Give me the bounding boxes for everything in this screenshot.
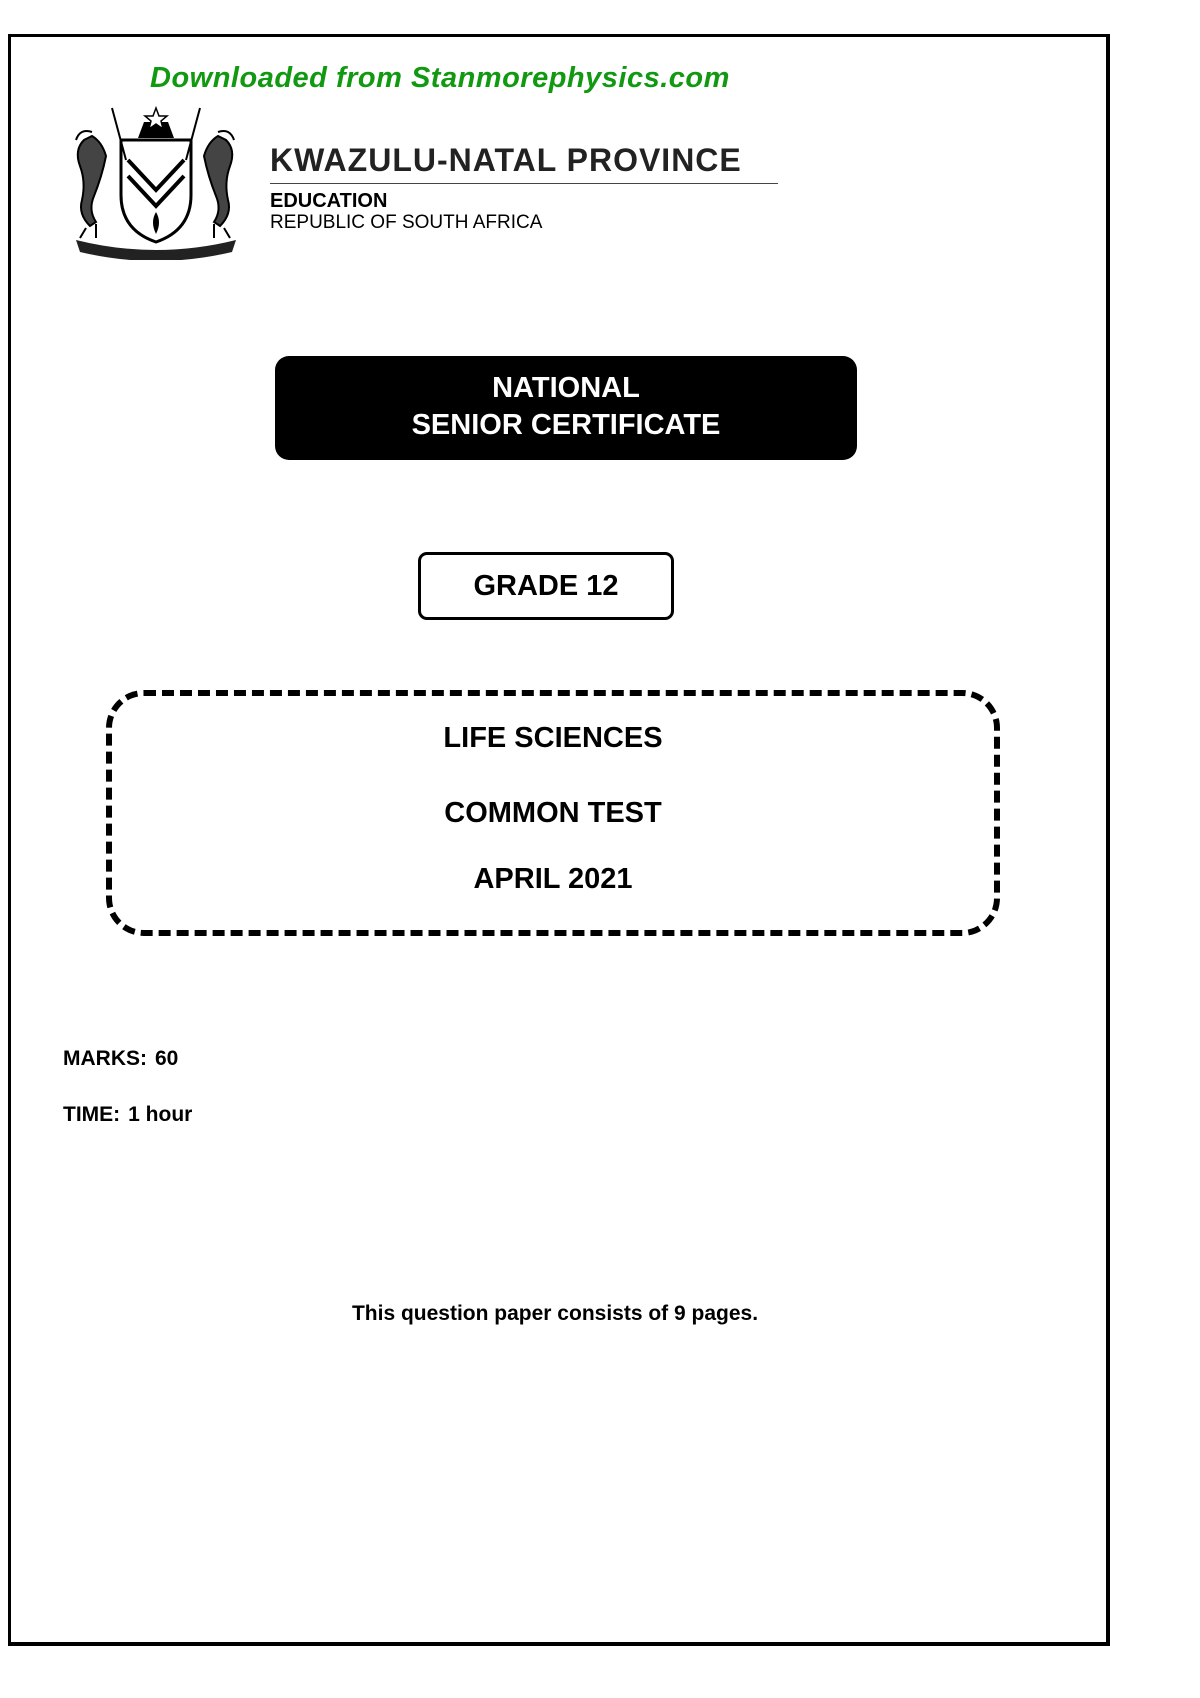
test-date: APRIL 2021 <box>473 863 633 895</box>
test-name: COMMON TEST <box>444 797 662 829</box>
grade-label: GRADE 12 <box>418 552 674 620</box>
marks-row <box>63 1047 178 1071</box>
certificate-banner <box>275 356 857 460</box>
certificate-line-2: SENIOR CERTIFICATE <box>411 409 721 441</box>
subject-name: LIFE SCIENCES <box>443 722 663 754</box>
time-row <box>63 1103 192 1127</box>
coat-of-arms-icon <box>66 100 246 260</box>
time-value: 1 hour <box>128 1103 193 1126</box>
certificate-line-1: NATIONAL <box>492 372 640 404</box>
page-count-note: This question paper consists of 9 pages. <box>351 1302 759 1325</box>
province-header <box>270 142 778 234</box>
country-name: REPUBLIC OF SOUTH AFRICA <box>270 212 543 233</box>
marks-label: MARKS: <box>63 1047 147 1070</box>
download-watermark: Downloaded from Stanmorephysics.com <box>150 62 730 94</box>
subject-panel <box>106 690 1000 936</box>
province-title: KWAZULU-NATAL PROVINCE <box>270 142 778 184</box>
time-label: TIME: <box>63 1103 121 1126</box>
marks-value: 60 <box>155 1047 179 1070</box>
department-name: EDUCATION <box>270 190 388 212</box>
